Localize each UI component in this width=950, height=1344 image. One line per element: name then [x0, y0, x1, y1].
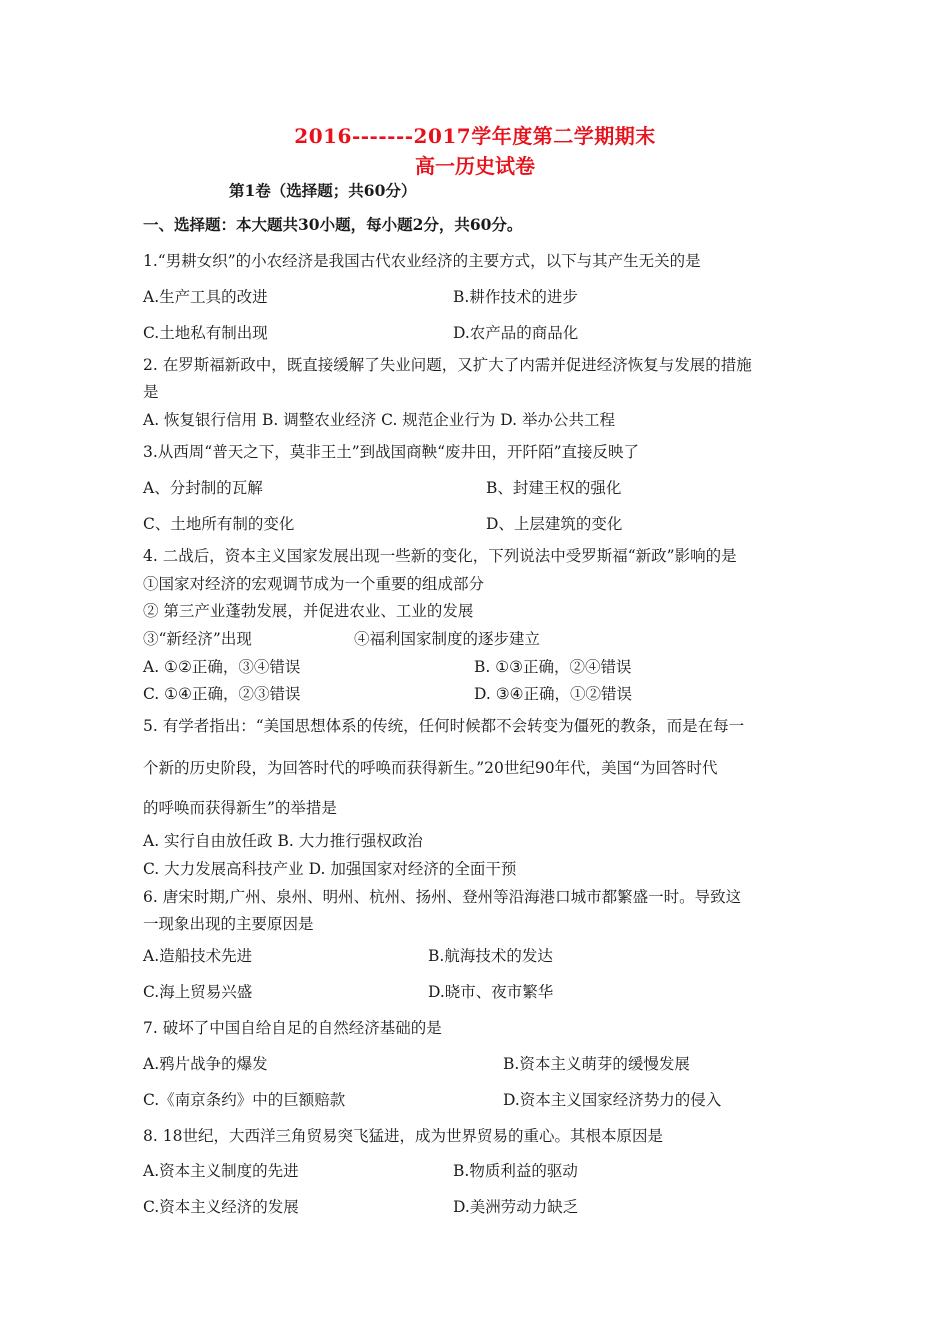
q2-options: A. 恢复银行信用 B. 调整农业经济 C. 规范企业行为 D. 举办公共工程 — [143, 411, 615, 429]
q3-option-d: D、上层建筑的变化 — [486, 515, 623, 533]
q6-option-c: C.海上贸易兴盛 — [143, 983, 253, 1001]
q4-statement-2: ② 第三产业蓬勃发展，并促进农业、工业的发展 — [143, 602, 474, 620]
q4-option-b: B. ①③正确，②④错误 — [474, 658, 632, 676]
q3-option-a: A、分封制的瓦解 — [143, 479, 263, 497]
q4-option-a: A. ①②正确，③④错误 — [143, 658, 301, 676]
exam-subtitle: 高一历史试卷 — [415, 154, 535, 178]
q7-option-a: A.鸦片战争的爆发 — [143, 1055, 268, 1073]
section-heading: 一、选择题：本大题共30小题，每小题2分，共60分。 — [143, 215, 523, 234]
q4-option-d: D. ③④正确，①②错误 — [474, 685, 633, 703]
q3-stem: 3.从西周“普天之下，莫非王土”到战国商鞅“废井田，开阡陌”直接反映了 — [143, 443, 639, 461]
q8-option-c: C.资本主义经济的发展 — [143, 1198, 299, 1216]
q6-stem-line2: 一现象出现的主要原因是 — [143, 915, 314, 933]
q6-option-a: A.造船技术先进 — [143, 947, 253, 965]
q8-stem: 8. 18世纪，大西洋三角贸易突飞猛进，成为世界贸易的重心。其根本原因是 — [143, 1127, 663, 1145]
q1-option-a: A.生产工具的改进 — [143, 288, 268, 306]
q4-option-c: C. ①④正确，②③错误 — [143, 685, 301, 703]
q5-options-row2: C. 大力发展高科技产业 D. 加强国家对经济的全面干预 — [143, 860, 517, 878]
q5-stem-line3: 的呼唤而获得新生”的举措是 — [143, 799, 337, 817]
q4-stem: 4. 二战后，资本主义国家发展出现一些新的变化，下列说法中受罗斯福“新政”影响的是 — [143, 547, 737, 565]
q8-option-a: A.资本主义制度的先进 — [143, 1162, 299, 1180]
q8-option-b: B.物质利益的驱动 — [453, 1162, 578, 1180]
q5-options-row1: A. 实行自由放任政 B. 大力推行强权政治 — [143, 832, 423, 850]
q2-stem-line2: 是 — [143, 383, 159, 401]
q7-stem: 7. 破坏了中国自给自足的自然经济基础的是 — [143, 1019, 442, 1037]
q6-stem-line1: 6. 唐宋时期,广州、泉州、明州、杭州、扬州、登州等沿海港口城市都繁盛一时。导致这 — [143, 888, 742, 906]
q6-option-b: B.航海技术的发达 — [428, 947, 553, 965]
q4-statement-1: ①国家对经济的宏观调节成为一个重要的组成部分 — [143, 575, 485, 593]
q1-stem: 1.“男耕女织”的小农经济是我国古代农业经济的主要方式，以下与其产生无关的是 — [143, 252, 701, 270]
q7-option-d: D.资本主义国家经济势力的侵入 — [503, 1091, 722, 1109]
q1-option-d: D.农产品的商品化 — [453, 324, 579, 342]
q5-stem-line2: 个新的历史阶段，为回答时代的呼唤而获得新生。”20世纪90年代，美国“为回答时代 — [143, 759, 718, 777]
q1-option-b: B.耕作技术的进步 — [453, 288, 578, 306]
q5-stem-line1: 5. 有学者指出：“美国思想体系的传统，任何时候都不会转变为僵死的教条，而是在每一 — [143, 717, 745, 735]
q2-stem-line1: 2. 在罗斯福新政中，既直接缓解了失业问题，又扩大了内需并促进经济恢复与发展的措施 — [143, 356, 752, 374]
q4-statement-4: ④福利国家制度的逐步建立 — [354, 630, 541, 648]
q7-option-b: B.资本主义萌芽的缓慢发展 — [503, 1055, 690, 1073]
q1-option-c: C.土地私有制出现 — [143, 324, 268, 342]
exam-title: 2016-------2017学年度第二学期期末 — [294, 124, 656, 148]
q4-statement-3: ③“新经济”出现 — [143, 630, 252, 648]
q3-option-c: C、土地所有制的变化 — [143, 515, 295, 533]
q8-option-d: D.美洲劳动力缺乏 — [453, 1198, 579, 1216]
volume-heading: 第1卷（选择题；共60分） — [229, 181, 417, 200]
q3-option-b: B、封建王权的强化 — [486, 479, 622, 497]
q6-option-d: D.晓市、夜市繁华 — [428, 983, 554, 1001]
q7-option-c: C.《南京条约》中的巨额赔款 — [143, 1091, 346, 1109]
